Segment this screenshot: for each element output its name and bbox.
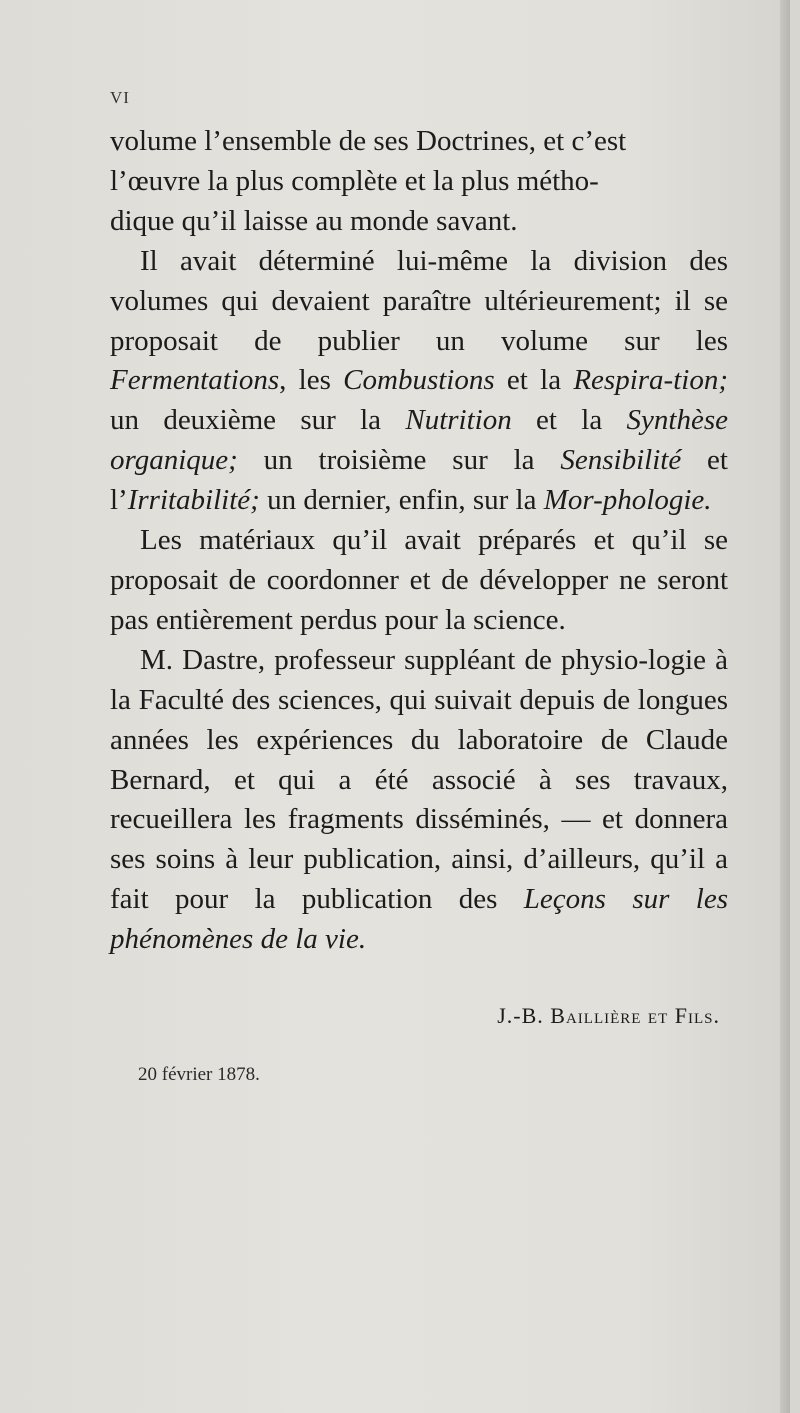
paragraph-4: M. Dastre, professeur suppléant de physio-logie à la Faculté des sciences, qui suivait depuis de longues années les expériences du laboratoire de Claude Bernard, et qui a été associé à ses travaux, recueillera les fragments disséminés, — et donnera ses soins à leur publication, ainsi, d’ailleurs, qu’il a fait pour la publication des Leçons sur les phénomènes de la vie.	[110, 643, 728, 956]
paragraph-3: Les matériaux qu’il avait préparés et qu’il se proposait de coordonner et de développer ne seront pas entièrement perdus pour la science.	[110, 524, 728, 636]
page-edge	[780, 0, 790, 1413]
paragraph-1: volume l’ensemble de ses Doctrines, et c’est l’œuvre la plus complète et la plus métho- dique qu’il laisse au monde savant.	[110, 125, 627, 237]
date-line: 20 février 1878.	[138, 1064, 260, 1085]
page-number: VI	[110, 88, 130, 107]
body-text	[110, 122, 728, 960]
publisher-signature: J.-B. Baillière et Fils.	[497, 1003, 720, 1028]
paragraph-2: Il avait déterminé lui-même la division des volumes qui devaient paraître ultérieurement; il se proposait de publier un volume sur les Fermentations, les Combustions et la Respira-tion; un deuxième sur la Nutrition et la Synthèse organique; un troisième sur la Sensibilité et l’Irritabilité; un dernier, enfin, sur la Mor-phologie.	[110, 244, 729, 517]
